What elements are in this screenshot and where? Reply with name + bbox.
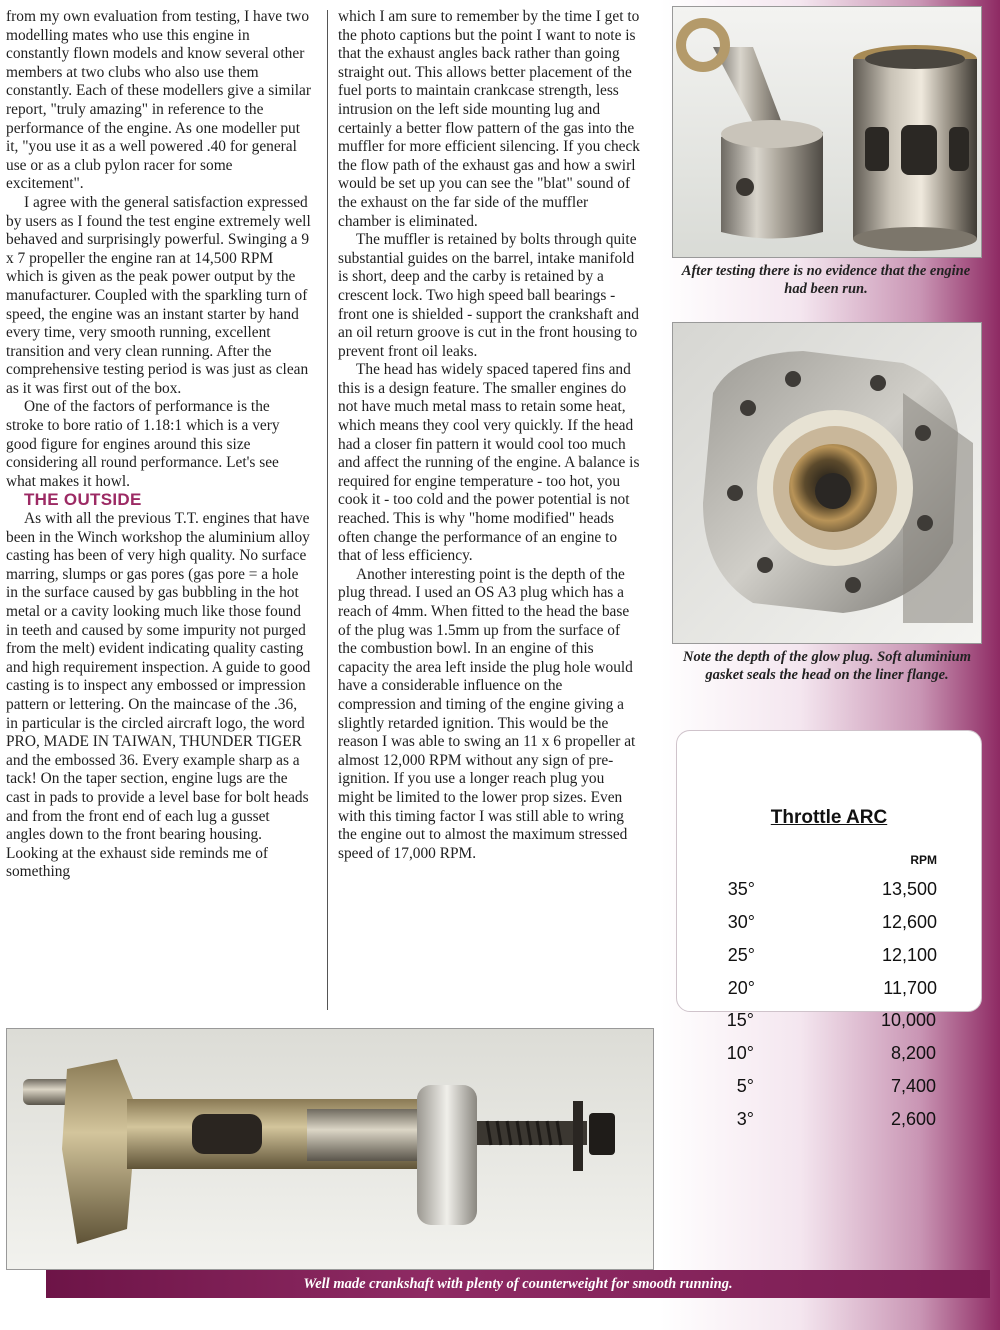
degree-cell: 25° <box>727 945 755 965</box>
degree-cell: 35° <box>727 879 755 899</box>
rpm-cell: 8,200 <box>890 1043 936 1063</box>
table-row <box>677 945 981 977</box>
rpm-cell: 10,000 <box>880 1010 936 1030</box>
paragraph: The head has widely spaced tapered fins and this is a design feature. The smaller engines do not have much metal mass to retain some heat, which means they cool very quickly. If the head had a closer fin pattern it would cool too much and affect the running of the engine. A balance is required for engine temperature - too hot, you cook it - too cold and the power potential is not reached. This is why "home modified" heads often change the performance of an engine to that of less efficiency. <box>338 361 640 565</box>
degree-cell: 30° <box>727 912 755 932</box>
table-row <box>676 1010 980 1042</box>
table-row <box>677 912 981 944</box>
paragraph: Another interesting point is the depth of the plug thread. I used an OS A3 plug which has a reach of 4mm. When fitted to the head the base of the plug was 1.5mm up from the surface of the combustion bowl. In an engine of this capacity the area left inside the plug hole would have a considerable influence on the compression and timing of the engine giving a slightly retarded ignition. This would be the reason I was able to swing an 11 x 6 propeller at almost 12,000 RPM without any sign of pre-ignition. If you use a longer reach plug you might be limited to the lower prop sizes. Even with this timing factor I was still able to wring the engine out to almost the maximum stressed speed of 17,000 RPM. <box>338 565 636 862</box>
text-column-1 <box>6 8 311 882</box>
crankshaft-caption-bar: Well made crankshaft with plenty of counterweight for smooth running. <box>46 1270 990 1298</box>
table-row <box>676 1109 980 1141</box>
cylinder-head-photo <box>672 322 982 644</box>
paragraph: The muffler is retained by bolts through quite substantial guides on the barrel, intake manifold is short, deep and the carby is retained by a crescent lock. Two high speed ball bearings - front one is shielded - support the crankshaft and an oil return groove is cut in the front housing to prevent front oil leaks. <box>338 231 639 360</box>
degree-cell: 15° <box>726 1010 754 1030</box>
rpm-cell: 7,400 <box>890 1076 936 1096</box>
paragraph: One of the factors of performance is the stroke to bore ratio of 1.18:1 which is a very good figure for engines around this size considering all round performance. Let's see what makes it howl. <box>6 398 280 490</box>
paragraph: which I am sure to remember by the time I get to the photo captions but the point I want to note is that the exhaust angles back rather than going straight out. This allows better placement of the fuel ports to maintain crankcase strength, less intrusion on the left side mounting lug and certainly a better flow pattern of the gas into the muffler for more efficient silencing. If you check the flow path of the exhaust gas and how a swirl would be set up you can see the "blat" sound of the exhaust on the far side of the muffler chamber is eliminated. <box>338 8 640 230</box>
table-row <box>677 978 981 1010</box>
degree-cell: 3° <box>736 1109 754 1129</box>
rpm-column-header: RPM <box>910 853 937 867</box>
table-row <box>676 1043 980 1075</box>
head-photo-caption: Note the depth of the glow plug. Soft aluminium gasket seals the head on the liner flange. <box>682 649 972 683</box>
column-divider <box>327 10 328 1010</box>
rpm-cell: 12,600 <box>881 912 937 932</box>
rpm-cell: 11,700 <box>883 978 937 998</box>
degree-cell: 20° <box>727 978 755 998</box>
paragraph: As with all the previous T.T. engines that have been in the Winch workshop the aluminium alloy casting has been of very high quality. No surface marring, slumps or gas pores (gas pore = a hole in the surface caused by gas bubbling in the hot metal or a cavity looking much like those found in teeth and caused by some impurity not purged from the melt) evident indicating quality casting and high requirement inspection. A guide to good casting is to inspect any embossed or impression pattern or lettering. On the maincase of the .36, in particular is the circled aircraft logo, the word PRO, MADE IN TAIWAN, THUNDER TIGER and the embossed 36. Every example sharp as a tack! On the taper section, engine lugs are the cast in pads to provide a level base for bolt heads and from the front end of each lug a gusset angles down to the front bearing housing. Looking at the exhaust side reminds me of something <box>6 510 311 881</box>
table-row <box>676 1076 980 1108</box>
piston-liner-photo <box>672 6 982 258</box>
table-row <box>677 879 981 911</box>
paragraph: from my own evaluation from testing, I have two modelling mates who use this engine in constantly flown models and know several other members at two clubs who also use them constantly. Each of these modellers give a similar report, "truly amazing" in reference to the performance of the engine. As one modeller put it, "you use it as a well powered .40 for general use or as a club pylon racer for some excitement". <box>6 8 312 193</box>
rpm-cell: 2,600 <box>890 1109 936 1129</box>
degree-cell: 5° <box>736 1076 754 1096</box>
section-heading: THE OUTSIDE <box>24 490 142 510</box>
paragraph: I agree with the general satisfaction expressed by users as I found the test engine extremely well behaved and surprisingly powerful. Swinging a 9 x 7 propeller the engine ran at 14,500 RPM which is given as the peak power output by the manufacturer. Coupled with the sparkling turn of speed, the engine was an instant starter by hand every time, very smooth running, excellent transition and very clean running. After the comprehensive testing period is was just as clean as it was first out of the box. <box>6 193 311 397</box>
degree-cell: 10° <box>726 1043 754 1063</box>
throttle-arc-title: Throttle ARC <box>770 807 888 828</box>
crankshaft-photo <box>6 1028 654 1270</box>
rpm-cell: 12,100 <box>881 945 937 965</box>
piston-photo-caption: After testing there is no evidence that the engine had been run. <box>681 263 971 297</box>
text-column-2 <box>338 8 640 863</box>
throttle-arc-panel <box>676 730 982 1012</box>
rpm-cell: 13,500 <box>881 879 937 899</box>
